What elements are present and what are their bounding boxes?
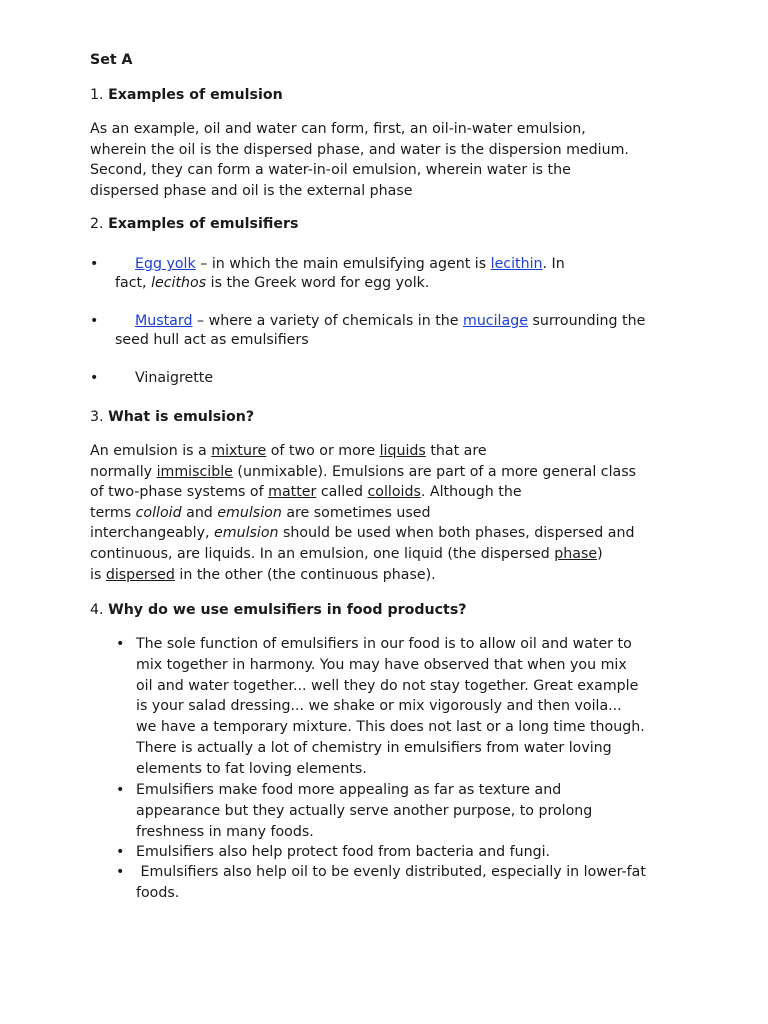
underlined-term: mixture xyxy=(211,443,267,459)
section-number: 4. xyxy=(90,602,104,618)
bullet-icon: • xyxy=(116,844,125,860)
bullet-icon: • xyxy=(116,782,125,798)
list-item-line: oil and water together... well they do not stay together. Great example xyxy=(136,677,639,694)
text: surrounding the xyxy=(527,313,646,329)
section-1-paragraph xyxy=(90,119,690,201)
paragraph-line xyxy=(90,482,690,503)
underlined-term: colloids xyxy=(367,484,421,501)
underlined-term: matter xyxy=(268,484,317,501)
section-1-heading xyxy=(90,85,690,106)
paragraph-line xyxy=(90,462,690,483)
list-item-line: foods. xyxy=(136,884,180,901)
list-item-line: freshness in many foods. xyxy=(136,823,314,840)
list-item-line: appearance but they actually serve another purpose, to prolong xyxy=(136,802,593,819)
text: called xyxy=(316,484,368,501)
list-item-line xyxy=(90,274,710,293)
mustard-link[interactable]: Mustard xyxy=(135,313,193,329)
bullet-icon: • xyxy=(90,370,99,386)
bullet-icon: • xyxy=(90,256,99,272)
list-item-line xyxy=(90,255,710,274)
section-title: Examples of emulsifiers xyxy=(108,216,299,232)
paragraph-line xyxy=(90,544,690,565)
text: of two-phase systems of xyxy=(90,484,269,501)
emulsifier-item-egg-yolk xyxy=(90,255,710,293)
mucilage-link[interactable]: mucilage xyxy=(463,313,528,329)
section-title: Examples of emulsion xyxy=(108,87,283,103)
text: normally xyxy=(90,463,157,480)
text: that are xyxy=(425,443,487,459)
italic-text: emulsion xyxy=(217,504,282,521)
underlined-term: phase xyxy=(554,545,598,562)
set-title-text: Set A xyxy=(90,52,133,68)
text: is the Greek word for egg yolk. xyxy=(206,275,430,291)
section-number: 3. xyxy=(90,409,104,425)
reason-item-4 xyxy=(116,862,716,904)
section-title: Why do we use emulsifiers in food products? xyxy=(108,602,467,618)
list-item-line: Emulsifiers also help protect food from bacteria and fungi. xyxy=(136,844,551,860)
paragraph-line xyxy=(90,441,690,462)
text: is xyxy=(90,566,106,583)
italic-text: colloid xyxy=(135,504,182,521)
list-item-line xyxy=(90,312,710,331)
text: – where a variety of chemicals in the xyxy=(192,313,463,329)
list-item-line: seed hull act as emulsifiers xyxy=(115,332,309,348)
text: continuous, are liquids. In an emulsion, one liquid (the dispersed xyxy=(90,545,555,562)
section-number: 2. xyxy=(90,216,104,232)
section-3-heading xyxy=(90,407,690,428)
list-item-line: There is actually a lot of chemistry in emulsifiers from water loving xyxy=(136,739,612,756)
list-item-line: Vinaigrette xyxy=(135,370,214,386)
text: and xyxy=(181,504,218,521)
emulsifier-item-mustard xyxy=(90,312,710,350)
section-number: 1. xyxy=(90,87,104,103)
paragraph-line: wherein the oil is the dispersed phase, and water is the dispersion medium. xyxy=(90,141,629,158)
list-item-line: The sole function of emulsifiers in our food is to allow oil and water to xyxy=(136,636,632,652)
reason-item-2 xyxy=(116,780,716,842)
set-title xyxy=(90,50,690,71)
list-item-line: mix together in harmony. You may have observed that when you mix xyxy=(136,656,627,673)
paragraph-line xyxy=(90,565,690,586)
text: should be used when both phases, dispersed and xyxy=(278,525,635,542)
lecithin-link[interactable]: lecithin xyxy=(490,256,543,272)
paragraph-line xyxy=(90,523,690,544)
italic-text: emulsion xyxy=(214,525,279,542)
list-item-line: we have a temporary mixture. This does not last or a long time though. xyxy=(136,719,645,736)
paragraph-line: dispersed phase and oil is the external phase xyxy=(90,182,413,199)
emulsifier-item-vinaigrette xyxy=(90,369,710,388)
reason-item-3 xyxy=(116,842,716,863)
text: fact, xyxy=(115,275,152,291)
text: . Although the xyxy=(420,484,522,501)
reason-item-1 xyxy=(116,634,716,780)
list-item-line: Emulsifiers make food more appealing as far as texture and xyxy=(136,782,562,798)
text: . In xyxy=(542,256,565,272)
underlined-term: dispersed xyxy=(105,566,175,583)
underlined-term: liquids xyxy=(379,443,426,459)
text: (unmixable). Emulsions are part of a more general class xyxy=(232,463,637,480)
section-2-heading xyxy=(90,214,690,235)
paragraph-line: Second, they can form a water-in-oil emulsion, wherein water is the xyxy=(90,162,571,179)
text: terms xyxy=(90,504,136,521)
bullet-icon: • xyxy=(90,313,99,329)
section-3-paragraph xyxy=(90,441,690,585)
section-title: What is emulsion? xyxy=(108,409,255,425)
bullet-icon: • xyxy=(116,636,125,652)
section-4-heading xyxy=(90,600,690,621)
egg-yolk-link[interactable]: Egg yolk xyxy=(135,256,196,272)
paragraph-line xyxy=(90,503,690,524)
italic-text: lecithos xyxy=(151,275,207,291)
underlined-term: immiscible xyxy=(156,463,233,480)
text: interchangeably, xyxy=(90,525,215,542)
text: are sometimes used xyxy=(281,504,431,521)
text: of two or more xyxy=(266,443,380,459)
list-item-line: elements to fat loving elements. xyxy=(136,760,367,777)
text: in the other (the continuous phase). xyxy=(174,566,436,583)
list-item-line: Emulsifiers also help oil to be evenly distributed, especially in lower-fat xyxy=(136,864,646,880)
bullet-icon: • xyxy=(116,864,125,880)
list-item-line: is your salad dressing... we shake or mix vigorously and then voila... xyxy=(136,698,622,715)
paragraph-line: As an example, oil and water can form, first, an oil-in-water emulsion, xyxy=(90,121,586,137)
text: ) xyxy=(597,545,603,562)
text: An emulsion is a xyxy=(90,443,212,459)
text: – in which the main emulsifying agent is xyxy=(195,256,491,272)
